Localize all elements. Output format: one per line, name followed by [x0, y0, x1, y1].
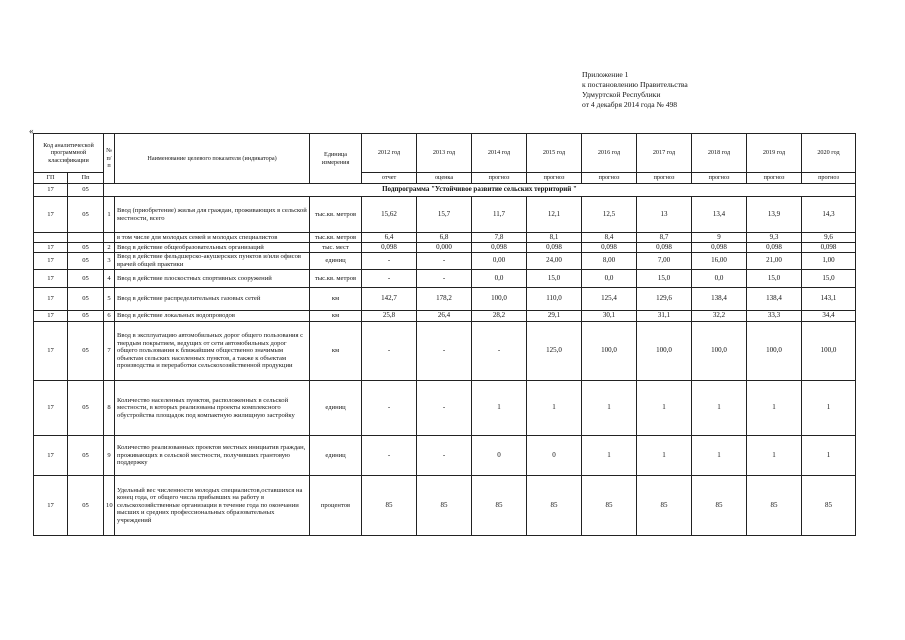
- num-header: № п/п: [104, 134, 115, 184]
- value-cell: 85: [692, 476, 747, 536]
- value-cell: 15,0: [637, 270, 692, 288]
- header-line: от 4 декабря 2014 года № 498: [582, 100, 678, 109]
- gp-cell: 17: [34, 253, 68, 270]
- unit-cell: тыс. мест: [310, 243, 362, 253]
- value-cell: 1: [802, 381, 856, 436]
- row-number: 2: [104, 243, 115, 253]
- value-cell: 1: [802, 436, 856, 476]
- value-cell: 6,8: [417, 233, 472, 243]
- gp-cell: 17: [34, 311, 68, 322]
- value-cell: 16,00: [692, 253, 747, 270]
- value-cell: 31,1: [637, 311, 692, 322]
- value-cell: 100,0: [637, 322, 692, 381]
- value-cell: 0: [472, 436, 527, 476]
- name-header: Наименование целевого показателя (индикатора): [115, 134, 310, 184]
- header-line: к постановлению Правительства: [582, 80, 688, 89]
- unit-cell: единиц: [310, 381, 362, 436]
- status-cell: прогноз: [692, 173, 747, 184]
- value-cell: 1: [472, 381, 527, 436]
- value-cell: 25,8: [362, 311, 417, 322]
- gp-cell: 17: [34, 184, 68, 197]
- unit-cell: процентов: [310, 476, 362, 536]
- value-cell: 100,0: [747, 322, 802, 381]
- value-cell: -: [417, 381, 472, 436]
- value-cell: 15,0: [527, 270, 582, 288]
- value-cell: 15,0: [802, 270, 856, 288]
- row-number: [104, 233, 115, 243]
- value-cell: 1: [582, 436, 637, 476]
- value-cell: 15,7: [417, 197, 472, 233]
- value-cell: 24,00: [527, 253, 582, 270]
- value-cell: 0: [527, 436, 582, 476]
- year-header: 2013 год: [417, 134, 472, 173]
- value-cell: 33,3: [747, 311, 802, 322]
- value-cell: 85: [417, 476, 472, 536]
- value-cell: 0,0: [582, 270, 637, 288]
- value-cell: 0,0: [692, 270, 747, 288]
- gp-cell: 17: [34, 270, 68, 288]
- value-cell: 1: [582, 381, 637, 436]
- row-number: 7: [104, 322, 115, 381]
- status-cell: прогноз: [802, 173, 856, 184]
- value-cell: 13: [637, 197, 692, 233]
- value-cell: 30,1: [582, 311, 637, 322]
- table-row: [34, 233, 856, 243]
- value-cell: 8,1: [527, 233, 582, 243]
- status-cell: прогноз: [582, 173, 637, 184]
- gp-cell: 17: [34, 243, 68, 253]
- value-cell: 138,4: [747, 288, 802, 311]
- status-cell: оценка: [417, 173, 472, 184]
- indicator-name: Удельный вес численности молодых специалистов,оставшихся на конец года, от общего числа прибывших на работу в сельскохозяйственные организации в течение года по окончании высших и средних профессиональных образовательных учреждений: [115, 476, 310, 536]
- value-cell: -: [362, 436, 417, 476]
- gp-cell: [34, 233, 68, 243]
- pp-cell: 05: [68, 253, 104, 270]
- document-header: [582, 70, 688, 110]
- status-cell: прогноз: [472, 173, 527, 184]
- row-number: 10: [104, 476, 115, 536]
- pp-cell: 05: [68, 476, 104, 536]
- unit-cell: км: [310, 288, 362, 311]
- subprogram-row: [34, 184, 856, 197]
- value-cell: 0,098: [747, 243, 802, 253]
- pp-cell: 05: [68, 322, 104, 381]
- indicator-name: Количество реализованных проектов местных инициатив граждан, проживающих в сельской местности, получивших грантовую поддержку: [115, 436, 310, 476]
- status-cell: прогноз: [637, 173, 692, 184]
- indicator-name: Ввод в действие локальных водопроводов: [115, 311, 310, 322]
- indicator-name: Ввод (приобретение) жилья для граждан, проживающих в сельской местности, всего: [115, 197, 310, 233]
- year-header: 2017 год: [637, 134, 692, 173]
- year-header: 2019 год: [747, 134, 802, 173]
- row-number: 6: [104, 311, 115, 322]
- pp-cell: [68, 233, 104, 243]
- value-cell: 15,62: [362, 197, 417, 233]
- value-cell: 0,098: [527, 243, 582, 253]
- unit-cell: тыс.кв. метров: [310, 270, 362, 288]
- value-cell: 85: [747, 476, 802, 536]
- unit-cell: тыс.кв. метров: [310, 197, 362, 233]
- gp-cell: 17: [34, 288, 68, 311]
- header-row: [34, 134, 856, 173]
- value-cell: -: [362, 322, 417, 381]
- value-cell: 1: [747, 381, 802, 436]
- year-header: 2015 год: [527, 134, 582, 173]
- unit-cell: тыс.кв. метров: [310, 233, 362, 243]
- year-header: 2018 год: [692, 134, 747, 173]
- value-cell: 1: [637, 436, 692, 476]
- table-row: [34, 311, 856, 322]
- value-cell: 100,0: [802, 322, 856, 381]
- row-number: 3: [104, 253, 115, 270]
- status-cell: прогноз: [527, 173, 582, 184]
- value-cell: 13,9: [747, 197, 802, 233]
- indicator-name: Ввод в эксплуатацию автомобильных дорог общего пользования с твердым покрытием, ведущих от сети автомобильных дорог общего пользования к ближайшим общественно значимым объектам сельских населенных пунктов, а также к объектам производства и переработки сельскохозяйственной продукции: [115, 322, 310, 381]
- value-cell: 13,4: [692, 197, 747, 233]
- value-cell: -: [362, 253, 417, 270]
- value-cell: 100,0: [472, 288, 527, 311]
- value-cell: 0,098: [472, 243, 527, 253]
- value-cell: 8,7: [637, 233, 692, 243]
- unit-header: Единица измерения: [310, 134, 362, 184]
- status-cell: отчет: [362, 173, 417, 184]
- value-cell: 1: [527, 381, 582, 436]
- value-cell: 178,2: [417, 288, 472, 311]
- status-cell: прогноз: [747, 173, 802, 184]
- pp-cell: 05: [68, 270, 104, 288]
- value-cell: -: [362, 381, 417, 436]
- indicators-table: [33, 133, 856, 536]
- pp-cell: 05: [68, 311, 104, 322]
- value-cell: 0,098: [582, 243, 637, 253]
- value-cell: -: [472, 322, 527, 381]
- value-cell: 138,4: [692, 288, 747, 311]
- value-cell: 85: [802, 476, 856, 536]
- table-row: [34, 253, 856, 270]
- table-row: [34, 436, 856, 476]
- indicator-name: Количество населенных пунктов, расположенных в сельской местности, в которых реализованы проекты комплексного обустройства площадок под компактную жилищную застройку: [115, 381, 310, 436]
- pp-cell: 05: [68, 184, 104, 197]
- value-cell: 0,098: [362, 243, 417, 253]
- value-cell: 32,2: [692, 311, 747, 322]
- value-cell: 125,0: [527, 322, 582, 381]
- table-row: [34, 270, 856, 288]
- pp-cell: 05: [68, 243, 104, 253]
- gp-cell: 17: [34, 381, 68, 436]
- value-cell: 15,0: [747, 270, 802, 288]
- value-cell: 8,00: [582, 253, 637, 270]
- value-cell: 142,7: [362, 288, 417, 311]
- value-cell: 7,8: [472, 233, 527, 243]
- value-cell: 110,0: [527, 288, 582, 311]
- row-number: 9: [104, 436, 115, 476]
- value-cell: -: [417, 253, 472, 270]
- value-cell: 14,3: [802, 197, 856, 233]
- value-cell: 85: [472, 476, 527, 536]
- gp-cell: 17: [34, 476, 68, 536]
- gp-cell: 17: [34, 197, 68, 233]
- gp-cell: 17: [34, 322, 68, 381]
- year-header: 2012 год: [362, 134, 417, 173]
- indicator-name: Ввод в действие общеобразовательных организаций: [115, 243, 310, 253]
- row-number: 8: [104, 381, 115, 436]
- value-cell: 0,000: [417, 243, 472, 253]
- value-cell: 0,00: [472, 253, 527, 270]
- value-cell: 100,0: [582, 322, 637, 381]
- value-cell: 6,4: [362, 233, 417, 243]
- value-cell: 1: [692, 381, 747, 436]
- value-cell: 129,6: [637, 288, 692, 311]
- value-cell: 85: [527, 476, 582, 536]
- value-cell: -: [362, 270, 417, 288]
- value-cell: -: [417, 270, 472, 288]
- value-cell: -: [417, 436, 472, 476]
- value-cell: 0,098: [637, 243, 692, 253]
- value-cell: 85: [582, 476, 637, 536]
- table-row: [34, 243, 856, 253]
- unit-cell: км: [310, 311, 362, 322]
- value-cell: 1: [747, 436, 802, 476]
- pp-cell: 05: [68, 381, 104, 436]
- value-cell: 28,2: [472, 311, 527, 322]
- pp-cell: 05: [68, 197, 104, 233]
- value-cell: 7,00: [637, 253, 692, 270]
- value-cell: 21,00: [747, 253, 802, 270]
- value-cell: 12,1: [527, 197, 582, 233]
- value-cell: 0,098: [692, 243, 747, 253]
- value-cell: 9,3: [747, 233, 802, 243]
- value-cell: 34,4: [802, 311, 856, 322]
- value-cell: 100,0: [692, 322, 747, 381]
- value-cell: -: [417, 322, 472, 381]
- table-row: [34, 322, 856, 381]
- header-line: Удмуртской Республики: [582, 90, 661, 99]
- subprogram-title: Подпрограмма "Устойчивое развитие сельских территорий ": [104, 184, 856, 197]
- row-number: 4: [104, 270, 115, 288]
- gp-subheader: ГП: [34, 173, 68, 184]
- value-cell: 9,6: [802, 233, 856, 243]
- header-line: Приложение 1: [582, 70, 629, 79]
- year-header: 2014 год: [472, 134, 527, 173]
- row-number: 5: [104, 288, 115, 311]
- value-cell: 8,4: [582, 233, 637, 243]
- value-cell: 11,7: [472, 197, 527, 233]
- unit-cell: единиц: [310, 253, 362, 270]
- year-header: 2016 год: [582, 134, 637, 173]
- pp-subheader: Пп: [68, 173, 104, 184]
- value-cell: 85: [362, 476, 417, 536]
- value-cell: 1: [637, 381, 692, 436]
- value-cell: 29,1: [527, 311, 582, 322]
- indicator-name: в том числе для молодых семей и молодых специалистов: [115, 233, 310, 243]
- pp-cell: 05: [68, 288, 104, 311]
- value-cell: 26,4: [417, 311, 472, 322]
- unit-cell: км: [310, 322, 362, 381]
- row-number: 1: [104, 197, 115, 233]
- indicator-name: Ввод в действие распределительных газовых сетей: [115, 288, 310, 311]
- table-row: [34, 197, 856, 233]
- indicator-name: Ввод в действие фельдшерско-акушерских пунктов и/или офисов врачей общей практики: [115, 253, 310, 270]
- value-cell: 0,098: [802, 243, 856, 253]
- unit-cell: единиц: [310, 436, 362, 476]
- indicator-name: Ввод в действие плоскостных спортивных сооружений: [115, 270, 310, 288]
- value-cell: 143,1: [802, 288, 856, 311]
- table-row: [34, 381, 856, 436]
- quote-mark: «: [29, 126, 34, 136]
- value-cell: 85: [637, 476, 692, 536]
- table-row: [34, 476, 856, 536]
- year-header: 2020 год: [802, 134, 856, 173]
- value-cell: 1,00: [802, 253, 856, 270]
- gp-cell: 17: [34, 436, 68, 476]
- table-row: [34, 288, 856, 311]
- pp-cell: 05: [68, 436, 104, 476]
- code-header: Код аналитической программной классификации: [34, 134, 104, 173]
- value-cell: 1: [692, 436, 747, 476]
- value-cell: 125,4: [582, 288, 637, 311]
- value-cell: 0,0: [472, 270, 527, 288]
- value-cell: 9: [692, 233, 747, 243]
- value-cell: 12,5: [582, 197, 637, 233]
